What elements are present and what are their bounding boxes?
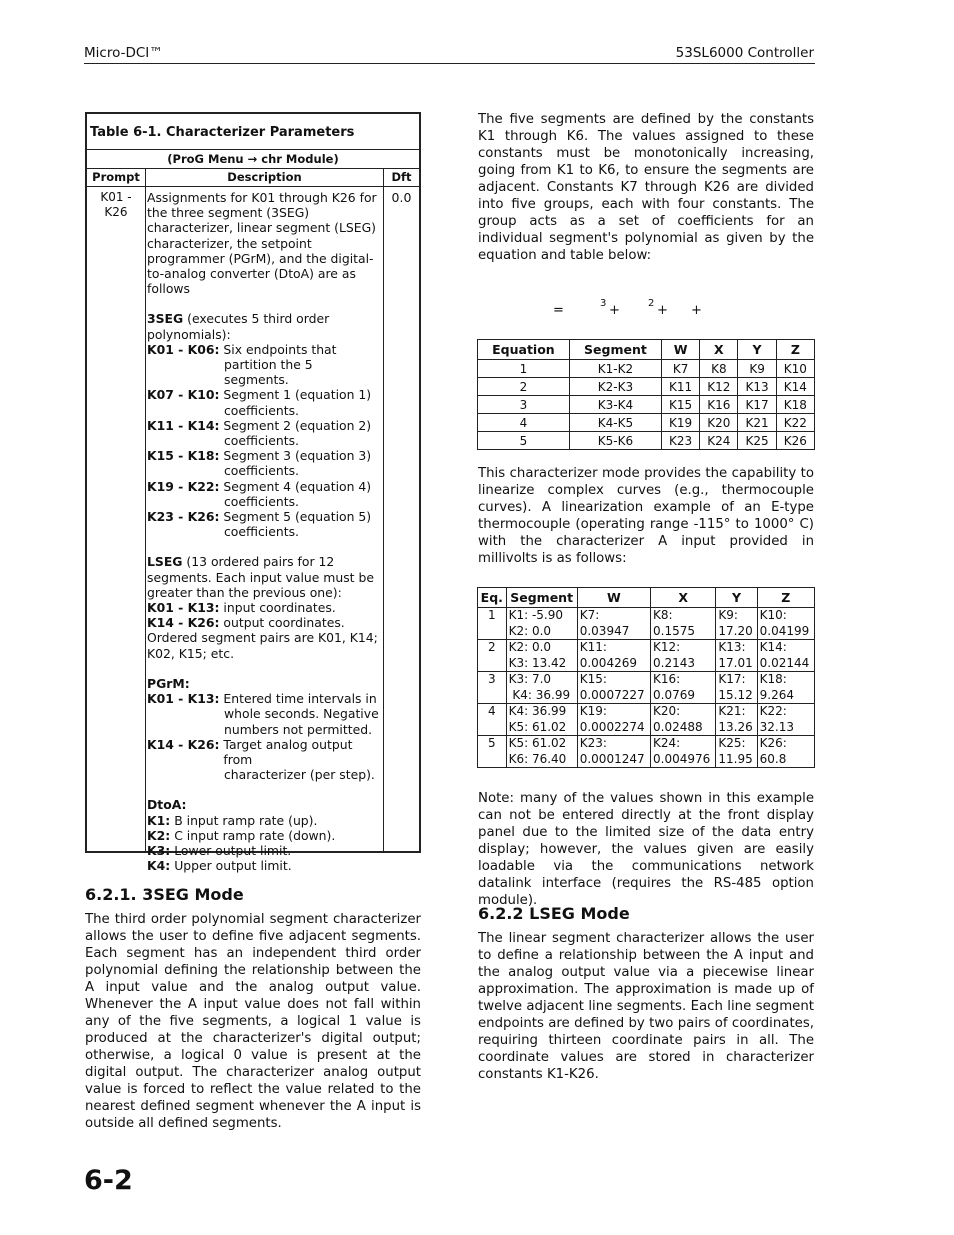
- table-row: [478, 608, 815, 640]
- table-cell: K4-K5: [569, 414, 661, 432]
- eq-sup-3: 3: [600, 298, 607, 309]
- cell-line: K2: 0.0: [508, 640, 552, 654]
- seg3-title-rest: (executes 5 third order polynomials):: [147, 311, 330, 342]
- page-number: 6-2: [84, 1165, 133, 1196]
- cell-line: K11:: [579, 640, 607, 654]
- param-value: Lower output limit.: [174, 842, 292, 858]
- param-value-cont: coefficients.: [224, 463, 299, 479]
- table-cell: [506, 608, 577, 640]
- cell-line: 0.0769: [653, 687, 696, 702]
- param-item: [147, 737, 383, 783]
- dtoa-title: DtoA:: [147, 797, 187, 813]
- table-body-row: [87, 187, 419, 874]
- cell-line: K4: 36.99: [508, 687, 571, 702]
- param-item: [147, 418, 383, 448]
- ex-table-header: Z: [757, 588, 814, 608]
- table-cell: [651, 704, 716, 736]
- param-item: [147, 828, 383, 843]
- description-cell: [146, 187, 384, 874]
- param-key: K01 - K13:: [147, 691, 220, 707]
- table-cell: [506, 736, 577, 768]
- cell-line: 0.02488: [653, 719, 703, 734]
- cell-line: K5: 61.02: [508, 736, 567, 750]
- param-value: Segment 5 (equation 5): [223, 509, 372, 525]
- table-cell: 1: [478, 360, 570, 378]
- cell-line: 0.004976: [653, 751, 711, 766]
- param-item: [147, 691, 383, 737]
- cell-line: K3: 13.42: [508, 655, 567, 670]
- param-item: [147, 615, 383, 630]
- cell-line: 0.1575: [653, 623, 696, 638]
- param-value: Segment 2 (equation 2): [223, 417, 372, 433]
- eq-plus-2: +: [657, 303, 668, 318]
- table-cell: [577, 704, 650, 736]
- cell-line: K5: 61.02: [508, 719, 567, 734]
- eq-table-header: Segment: [569, 340, 661, 360]
- cell-line: K12:: [653, 640, 681, 654]
- description-intro: Assignments for K01 through K26 for the three segment (3SEG) characterizer, linear segment (LSEG) characterizer, the setpoint programmer (PGrM), and the digital-to-analog converter (DtoA) are as follows: [147, 190, 377, 297]
- table-cell: 5: [478, 736, 507, 768]
- table-cell: K7: [662, 360, 700, 378]
- table-cell: K15: [662, 396, 700, 414]
- table-cell: [506, 672, 577, 704]
- cell-line: K7:: [579, 608, 600, 622]
- seg3-title: 3SEG: [147, 311, 184, 327]
- table-cell: K17: [738, 396, 776, 414]
- cell-line: K26:: [759, 736, 787, 750]
- table-cell: K23: [662, 432, 700, 450]
- cell-line: K4: 36.99: [508, 704, 567, 718]
- param-item: [147, 342, 383, 388]
- eq-table-header: Z: [776, 340, 814, 360]
- cell-line: K18:: [759, 672, 787, 686]
- table-cell: 4: [478, 704, 507, 736]
- param-value-cont: numbers not permitted.: [224, 721, 373, 737]
- table-row: [478, 396, 815, 414]
- cell-line: K25:: [718, 736, 746, 750]
- ex-table-header: W: [577, 588, 650, 608]
- table-cell: [716, 640, 757, 672]
- cell-line: 0.004269: [579, 655, 637, 670]
- param-item: [147, 387, 383, 417]
- table-cell: [577, 672, 650, 704]
- param-value: C input ramp rate (down).: [174, 827, 336, 843]
- table-cell: K22: [776, 414, 814, 432]
- cell-line: K20:: [653, 704, 681, 718]
- table-cell: K25: [738, 432, 776, 450]
- param-value: Segment 4 (equation 4): [223, 478, 372, 494]
- table-cell: [506, 704, 577, 736]
- dtoa-block: [147, 797, 383, 873]
- eq-table-header: Y: [738, 340, 776, 360]
- cell-line: 32.13: [759, 719, 794, 734]
- table-cell: 1: [478, 608, 507, 640]
- table-cell: K16: [700, 396, 738, 414]
- note-text: Note: many of the values shown in this example can not be entered directly at the front display panel due to the limited size of the data entry display; however, the values given are easily loadable via the communications network datalink interface (requires the RS-485 option module).: [478, 791, 814, 908]
- table-row: [478, 736, 815, 768]
- col-prompt: Prompt: [87, 169, 146, 186]
- table-cell: K18: [776, 396, 814, 414]
- cell-line: 0.2143: [653, 655, 696, 670]
- param-value-cont: coefficients.: [224, 433, 299, 449]
- cell-line: K10:: [759, 608, 787, 622]
- table-row: [478, 640, 815, 672]
- table-cell: [757, 640, 814, 672]
- param-key: K4:: [147, 858, 171, 874]
- table-cell: 5: [478, 432, 570, 450]
- cell-line: 17.01: [718, 655, 753, 670]
- table-cell: K2-K3: [569, 378, 661, 396]
- table-cell: K13: [738, 378, 776, 396]
- lseg-block: [147, 554, 383, 660]
- table-cell: K5-K6: [569, 432, 661, 450]
- param-value: Segment 1 (equation 1): [223, 387, 372, 403]
- param-key: K01 - K06:: [147, 341, 220, 357]
- cell-line: K24:: [653, 736, 681, 750]
- header-model: 53SL6000 Controller: [675, 45, 814, 61]
- param-key: K07 - K10:: [147, 387, 220, 403]
- cell-line: 15.12: [718, 687, 753, 702]
- table-cell: 4: [478, 414, 570, 432]
- ex-table-header: X: [651, 588, 716, 608]
- lseg-title-rest: (13 ordered pairs for 12 segments. Each input value must be greater than the previous one):: [147, 554, 374, 600]
- cell-line: K3: 7.0: [508, 672, 552, 686]
- section-body-lseg: The linear segment characterizer allows the user to define a relationship between the A input and the analog output value via a piecewise linear approximation. The approximation is made up of twelve adjacent line segments. Each line segment endpoints are defined by two pairs of coordinates, requiring thirteen coordinate pairs in all. The coordinate values are stored in characterizer constants K1-K26.: [478, 931, 814, 1082]
- param-value: Upper output limit.: [174, 858, 292, 874]
- table-cell: K8: [700, 360, 738, 378]
- cell-line: 0.0002274: [579, 719, 645, 734]
- eq-table-header: Equation: [478, 340, 570, 360]
- table-cell: K26: [776, 432, 814, 450]
- param-key: K23 - K26:: [147, 509, 220, 525]
- table-cell: K9: [738, 360, 776, 378]
- thermocouple-example-table: [477, 587, 815, 768]
- param-key: K14 - K26:: [147, 615, 220, 631]
- segments-intro-text: The five segments are defined by the constants K1 through K6. The values assigned to these constants must be monotonically increasing, going from K1 to K6, to ensure the segments are adjacent. Constants K7 through K26 are divided into five groups, each with four constants. The group acts as a set of coefficients for an individual segment's polynomial as given by the equation and table below:: [478, 112, 814, 263]
- param-value: Target analog output from: [223, 736, 353, 767]
- table-cell: [506, 640, 577, 672]
- table-row: [478, 360, 815, 378]
- param-value-cont: characterizer (per step).: [224, 767, 375, 783]
- section-heading-lseg: 6.2.2 LSEG Mode: [478, 904, 630, 923]
- param-value: input coordinates.: [223, 600, 336, 616]
- table-cell: K24: [700, 432, 738, 450]
- table-cell: [757, 608, 814, 640]
- table-cell: 2: [478, 378, 570, 396]
- col-default: Dft: [391, 170, 412, 184]
- col-description: Description: [146, 169, 384, 186]
- table-cell: [716, 608, 757, 640]
- lseg-note: Ordered segment pairs are K01, K14; K02, K15; etc.: [147, 630, 378, 661]
- eq-equals: =: [553, 303, 564, 318]
- cell-line: 0.02144: [759, 655, 810, 670]
- cell-line: 9.264: [759, 687, 794, 702]
- table-cell: 2: [478, 640, 507, 672]
- cell-line: K17:: [718, 672, 746, 686]
- param-key: K1:: [147, 812, 171, 828]
- cell-line: 0.03947: [579, 623, 630, 638]
- table-cell: K21: [738, 414, 776, 432]
- cell-line: 13.26: [718, 719, 753, 734]
- param-item: [147, 858, 383, 873]
- table-cell: K1-K2: [569, 360, 661, 378]
- param-value-cont: coefficients.: [224, 493, 299, 509]
- cell-line: K6: 76.40: [508, 751, 567, 766]
- param-value: Entered time intervals in: [223, 691, 377, 707]
- param-key: K2:: [147, 827, 171, 843]
- param-item: [147, 813, 383, 828]
- table-cell: [577, 736, 650, 768]
- table-cell: [716, 672, 757, 704]
- eq-plus-3: +: [691, 303, 702, 318]
- table-cell: [757, 672, 814, 704]
- cell-line: K8:: [653, 608, 673, 622]
- param-value-cont: whole seconds. Negative: [224, 706, 379, 722]
- cell-line: K9:: [718, 608, 738, 622]
- cell-line: 11.95: [718, 751, 753, 766]
- section-body-3seg: The third order polynomial segment characterizer allows the user to define five adjacent segments. Each segment has an independent third order polynomial defining the relationship between the A input value and the analog output value. Whenever the A input value does not fall within any of the five segments, a logical 1 value is produced at the characterizer's digital output; otherwise, a logical 0 value is present at the digital output. The characterizer analog output value is forced to reflect the value related to the nearest defined segment whenever the A input is outside all defined segments.: [85, 912, 421, 1131]
- param-item: [147, 448, 383, 478]
- cell-line: K22:: [759, 704, 787, 718]
- characterizer-parameters-table: [85, 112, 421, 874]
- table-row: [478, 672, 815, 704]
- param-value: B input ramp rate (up).: [174, 812, 318, 828]
- eq-table-header: W: [662, 340, 700, 360]
- cell-line: K21:: [718, 704, 746, 718]
- table-caption: Table 6-1. Characterizer Parameters: [87, 114, 419, 150]
- cell-line: K2: 0.0: [508, 623, 552, 638]
- cell-line: K16:: [653, 672, 681, 686]
- param-value: Segment 3 (equation 3): [223, 448, 372, 464]
- table-cell: [651, 672, 716, 704]
- table-cell: [651, 640, 716, 672]
- param-item: [147, 843, 383, 858]
- param-item: [147, 509, 383, 539]
- cell-line: 0.0001247: [579, 751, 645, 766]
- table-cell: [651, 736, 716, 768]
- mode-description-text: This characterizer mode provides the capability to linearize complex curves (e.g., thermocouple curves). A linearization example of an E-type thermocouple (operating range -115° to 1000° C) with the characterizer A input provided in millivolts is as follows:: [478, 466, 814, 566]
- table-header-row: [87, 169, 419, 187]
- param-value-cont: partition the 5: [224, 357, 313, 373]
- table-cell: [577, 608, 650, 640]
- param-item: [147, 600, 383, 615]
- table-cell: K10: [776, 360, 814, 378]
- param-key: K19 - K22:: [147, 478, 220, 494]
- table-menu-path: (ProG Menu → chr Module): [87, 150, 419, 169]
- cell-line: K13:: [718, 640, 746, 654]
- header-product: Micro-DCI™: [84, 45, 163, 61]
- ex-table-header: Eq.: [478, 588, 507, 608]
- table-cell: [757, 736, 814, 768]
- param-key: K3:: [147, 842, 171, 858]
- param-item: [147, 479, 383, 509]
- default-cell: 0.0: [391, 190, 412, 205]
- param-key: K11 - K14:: [147, 417, 220, 433]
- eq-plus-1: +: [609, 303, 620, 318]
- cell-line: 0.04199: [759, 623, 810, 638]
- param-key: K01 - K13:: [147, 600, 220, 616]
- eq-table-header: X: [700, 340, 738, 360]
- table-cell: K19: [662, 414, 700, 432]
- table-row: [478, 704, 815, 736]
- cell-line: 0.0007227: [579, 687, 645, 702]
- table-row: [478, 414, 815, 432]
- cell-line: K19:: [579, 704, 607, 718]
- table-row: [478, 432, 815, 450]
- param-value: output coordinates.: [223, 615, 345, 631]
- cell-line: K14:: [759, 640, 787, 654]
- table-cell: [651, 608, 716, 640]
- seg3-block: [147, 311, 383, 539]
- param-value-cont: segments.: [224, 372, 289, 388]
- ex-table-header: Segment: [506, 588, 577, 608]
- param-value-cont: coefficients.: [224, 524, 299, 540]
- table-cell: K3-K4: [569, 396, 661, 414]
- param-key: K15 - K18:: [147, 448, 220, 464]
- table-cell: [577, 640, 650, 672]
- param-key: K14 - K26:: [147, 736, 220, 752]
- param-value-cont: coefficients.: [224, 402, 299, 418]
- param-value: Six endpoints that: [223, 341, 337, 357]
- pgrm-block: [147, 676, 383, 782]
- cell-line: K23:: [579, 736, 607, 750]
- pgrm-title: PGrM:: [147, 675, 190, 691]
- table-cell: K20: [700, 414, 738, 432]
- table-row: [478, 378, 815, 396]
- ex-table-header: Y: [716, 588, 757, 608]
- prompt-cell: K01 - K26: [87, 187, 146, 851]
- table-cell: [716, 704, 757, 736]
- table-cell: K11: [662, 378, 700, 396]
- table-cell: [757, 704, 814, 736]
- table-cell: 3: [478, 396, 570, 414]
- table-cell: 3: [478, 672, 507, 704]
- equation-segment-table: [477, 339, 815, 450]
- table-cell: [716, 736, 757, 768]
- cell-line: 17.20: [718, 623, 753, 638]
- cell-line: K15:: [579, 672, 607, 686]
- table-cell: K12: [700, 378, 738, 396]
- eq-sup-2: 2: [648, 298, 655, 309]
- section-heading-3seg: 6.2.1. 3SEG Mode: [85, 885, 244, 904]
- cell-line: 60.8: [759, 751, 787, 766]
- table-cell: K14: [776, 378, 814, 396]
- lseg-title: LSEG: [147, 554, 183, 570]
- header-rule: [84, 63, 815, 64]
- cell-line: K1: -5.90: [508, 608, 563, 622]
